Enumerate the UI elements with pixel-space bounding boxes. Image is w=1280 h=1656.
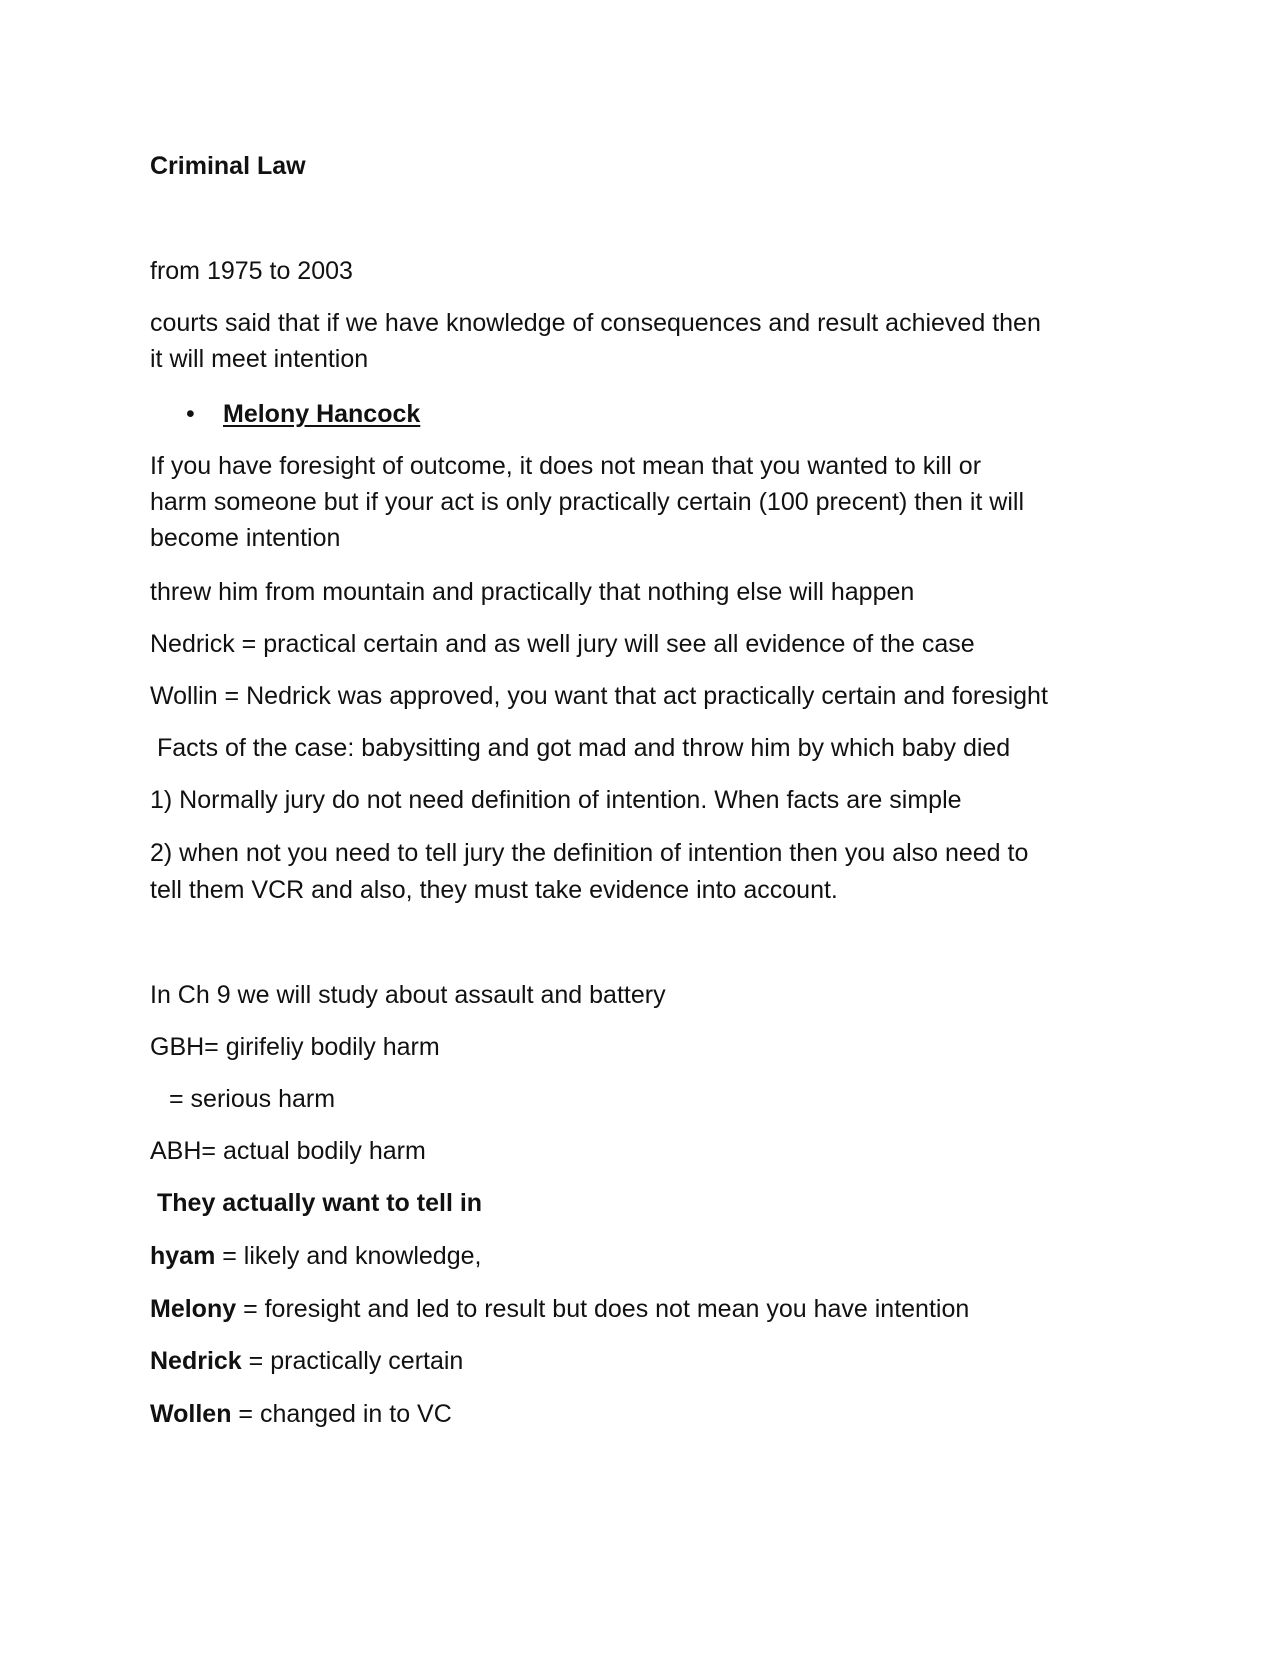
courts-line-2: it will meet intention — [150, 345, 369, 373]
nedrick-line: Nedrick = practical certain and as well jury will see all evidence of the case — [150, 630, 975, 658]
summary-term: Wollen — [150, 1400, 232, 1428]
gbh-line: GBH= girifeliy bodily harm — [150, 1033, 440, 1061]
summary-term: hyam — [150, 1242, 216, 1270]
summary-nedrick — [150, 1342, 1150, 1380]
document-title: Criminal Law — [150, 152, 306, 180]
summary-melony — [150, 1290, 1150, 1328]
summary-term: Melony — [150, 1295, 237, 1323]
summary-definition: = foresight and led to result but does not mean you have intention — [236, 1295, 970, 1323]
summary-wollen — [150, 1395, 1150, 1433]
summary-hyam — [150, 1237, 1150, 1275]
tell-heading: They actually want to tell in — [157, 1189, 483, 1217]
foresight-line-3: become intention — [150, 524, 341, 552]
period-line: from 1975 to 2003 — [150, 257, 353, 285]
foresight-line-1: If you have foresight of outcome, it does not mean that you wanted to kill or — [150, 452, 982, 480]
point-2-line-2: tell them VCR and also, they must take evidence into account. — [150, 876, 838, 904]
serious-harm-line: = serious harm — [169, 1085, 336, 1113]
summary-definition: = practically certain — [241, 1347, 464, 1375]
bullet-heading: Melony Hancock — [223, 400, 421, 428]
point-2-line-1: 2) when not you need to tell jury the definition of intention then you also need to — [150, 839, 1029, 867]
courts-line-1: courts said that if we have knowledge of consequences and result achieved then — [150, 309, 1041, 337]
facts-line: Facts of the case: babysitting and got mad and throw him by which baby died — [150, 734, 1011, 762]
bullet-icon: • — [186, 400, 195, 428]
mountain-line: threw him from mountain and practically that nothing else will happen — [150, 578, 915, 606]
chapter-9-line: In Ch 9 we will study about assault and battery — [150, 981, 666, 1009]
foresight-line-2: harm someone but if your act is only practically certain (100 precent) then it will — [150, 488, 1024, 516]
abh-line: ABH= actual bodily harm — [150, 1137, 426, 1165]
wollin-line: Wollin = Nedrick was approved, you want that act practically certain and foresight — [150, 682, 1048, 710]
point-1-line: 1) Normally jury do not need definition of intention. When facts are simple — [150, 786, 962, 814]
summary-term: Nedrick — [150, 1347, 242, 1375]
summary-definition: = likely and knowledge, — [215, 1242, 482, 1270]
summary-definition: = changed in to VC — [231, 1400, 452, 1428]
